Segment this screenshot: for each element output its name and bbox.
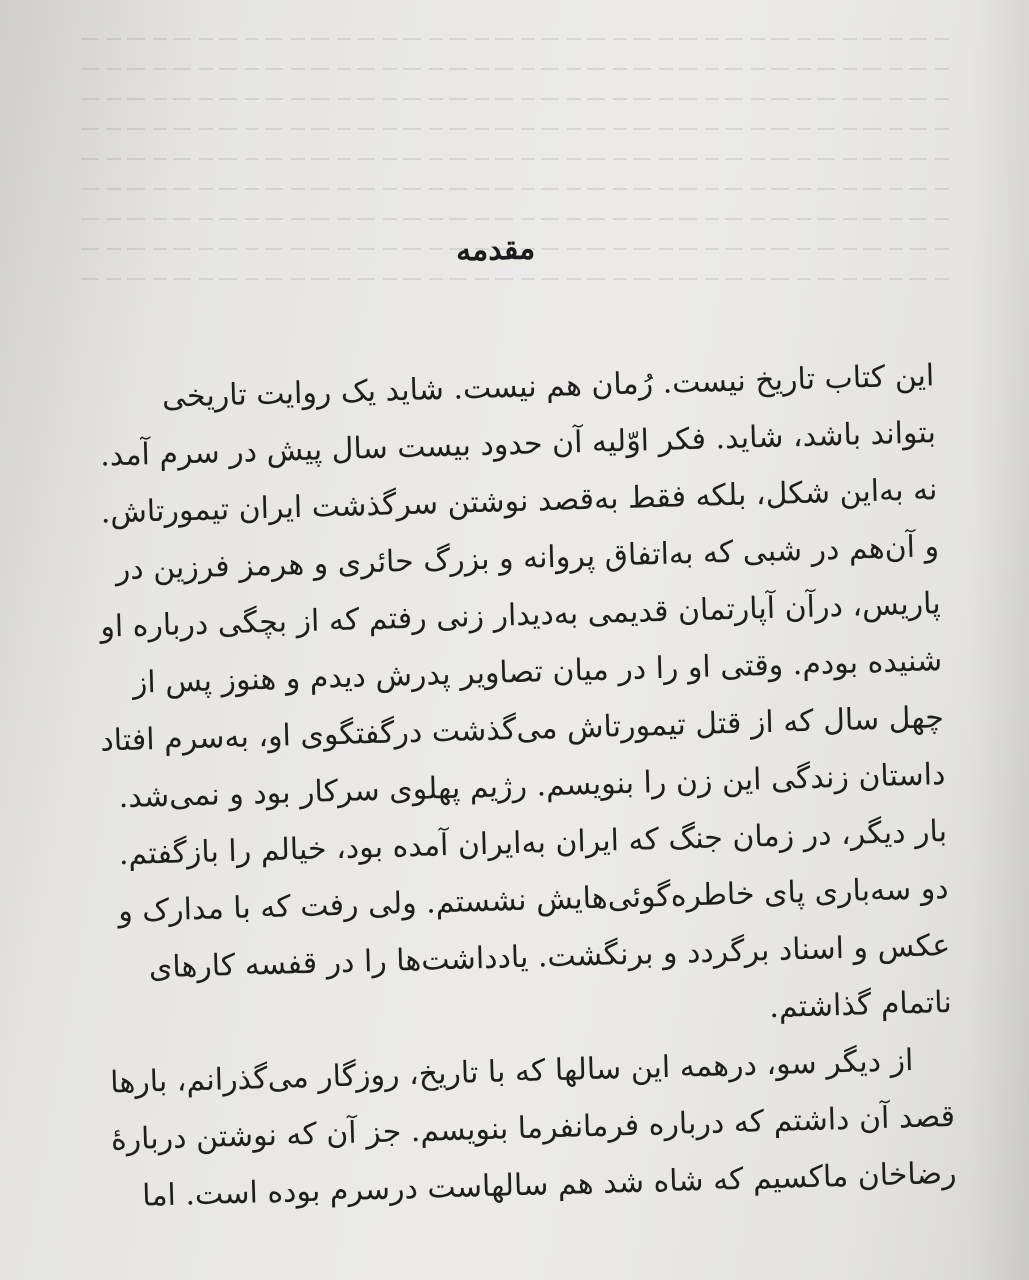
text-line: قصد آن داشتم که درباره فرمانفرما بنویسم. جز آن که نوشتن دربارهٔ (110, 1098, 956, 1158)
text-line: بتواند باشد، شاید. فکر اوّلیه آن حدود بیست سال پیش در سرم آمد. (99, 415, 937, 474)
text-line: عکس و اسناد برگردد و برنگشت. یادداشت‌ها را در قفسه کارهای (148, 928, 951, 986)
text-line: داستان زندگی این زن را بنویسم. رژیم پهلوی سرکار بود و نمی‌شد. (118, 757, 946, 816)
text-line: چهل سال که از قتل تیمورتاش می‌گذشت درگفتگوی او، به‌سرم افتاد (99, 700, 945, 759)
chapter-title: مقدمه (455, 231, 536, 269)
text-line: و آن‌هم در شبی که به‌اتفاق پروانه و بزرگ حائری و هرمز فرزین در (115, 529, 940, 588)
text-line: این کتاب تاریخ نیست. رُمان هم نیست. شاید یک روایت تاریخی (161, 358, 935, 415)
paragraph-1 (64, 347, 953, 1055)
paragraph-2 (83, 1031, 957, 1226)
text-line: بار دیگر، در زمان جنگ که ایران به‌ایران آمده بود، خیالم را بازگفتم. (118, 814, 948, 873)
text-line: رضاخان ماکسیم که شاه شد هم سالهاست درسرم بوده است. اما (141, 1155, 957, 1214)
text-line: شنیده بودم. وقتی او را در میان تصاویر پدرش دیدم و هنوز پس از (132, 643, 943, 701)
text-line: نه به‌این شکل، بلکه فقط به‌قصد نوشتن سرگذشت ایران تیمورتاش. (100, 472, 938, 531)
text-line: از دیگر سو، درهمه این سالها که با تاریخ، روزگار می‌گذرانم، بارها (109, 1043, 914, 1101)
page-edge-shadow (969, 0, 1029, 1280)
page-content (60, 220, 958, 1264)
text-line: ناتمام گذاشتم. (768, 984, 953, 1026)
text-line: دو سه‌باری پای خاطره‌گوئی‌هایش نشستم. ولی رفت که با مدارک و (117, 871, 950, 930)
text-line: پاریس، درآن آپارتمان قدیمی به‌دیدار زنی رفتم که از بچگی درباره او (99, 586, 942, 645)
